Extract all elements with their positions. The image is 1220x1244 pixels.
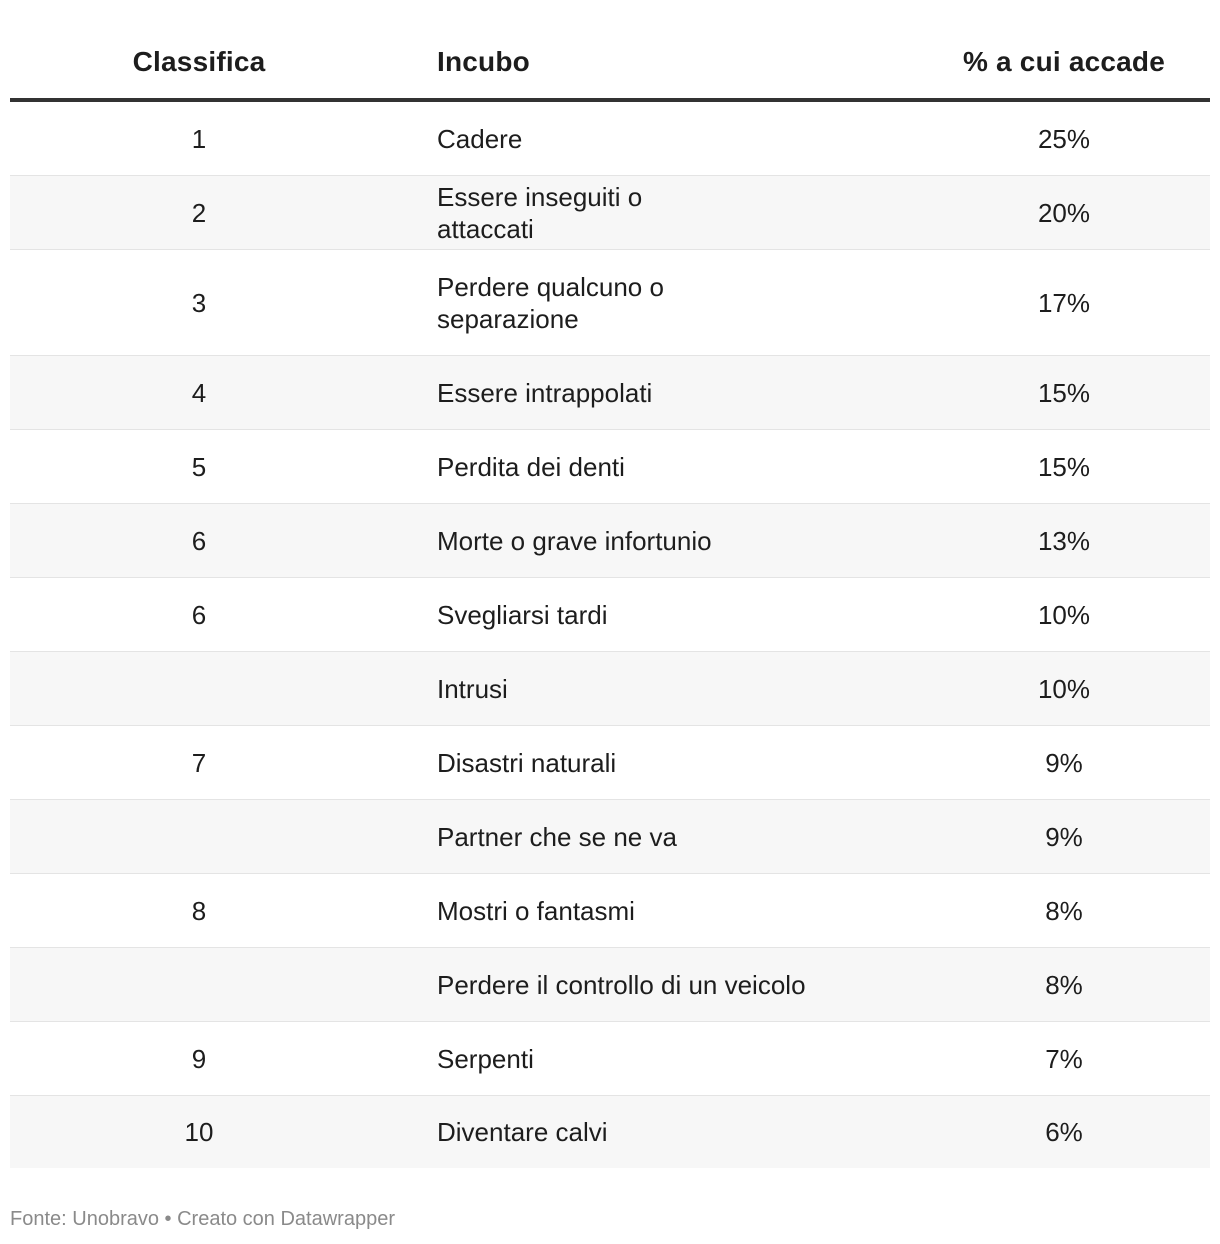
nightmare-label: Perdere qualcuno o separazione bbox=[437, 271, 664, 334]
table-row bbox=[10, 948, 1210, 1022]
nightmare-label: Diventare calvi bbox=[437, 1117, 608, 1147]
nightmare-label: Essere intrappolati bbox=[437, 377, 653, 408]
percentage-cell: 20% bbox=[878, 176, 1210, 250]
nightmare-cell bbox=[388, 874, 878, 948]
table-row bbox=[10, 726, 1210, 800]
table-row bbox=[10, 356, 1210, 430]
percentage-cell: 15% bbox=[878, 430, 1210, 504]
table-row bbox=[10, 100, 1210, 176]
percentage-cell: 9% bbox=[878, 800, 1210, 874]
nightmares-table bbox=[10, 26, 1210, 1168]
rank-cell: 5 bbox=[10, 430, 388, 504]
nightmare-cell bbox=[388, 578, 878, 652]
percentage-cell: 9% bbox=[878, 726, 1210, 800]
rank-cell: 4 bbox=[10, 356, 388, 430]
nightmare-cell bbox=[388, 430, 878, 504]
nightmare-label: Intrusi bbox=[437, 673, 508, 704]
nightmare-cell bbox=[388, 356, 878, 430]
percentage-cell: 10% bbox=[878, 578, 1210, 652]
rank-cell bbox=[10, 948, 388, 1022]
rank-cell: 6 bbox=[10, 578, 388, 652]
nightmare-label: Essere inseguiti o attaccati bbox=[437, 181, 643, 244]
rank-cell: 1 bbox=[10, 100, 388, 176]
table-row bbox=[10, 176, 1210, 250]
percentage-cell: 8% bbox=[878, 874, 1210, 948]
table-row bbox=[10, 1096, 1210, 1169]
nightmare-cell bbox=[388, 176, 878, 250]
nightmare-label: Serpenti bbox=[437, 1043, 534, 1074]
percentage-cell: 17% bbox=[878, 250, 1210, 356]
nightmare-label: Morte o grave infortunio bbox=[437, 525, 712, 556]
table-row bbox=[10, 504, 1210, 578]
source-footer: Fonte: Unobravo • Creato con Datawrapper bbox=[10, 1208, 395, 1230]
rank-cell: 7 bbox=[10, 726, 388, 800]
rank-cell: 2 bbox=[10, 176, 388, 250]
percentage-cell: 13% bbox=[878, 504, 1210, 578]
table-row bbox=[10, 578, 1210, 652]
table-row bbox=[10, 652, 1210, 726]
nightmares-table-container bbox=[10, 26, 1210, 1168]
rank-cell: 10 bbox=[10, 1096, 388, 1169]
table-header bbox=[10, 26, 1210, 100]
nightmare-label: Perdere il controllo di un veicolo bbox=[437, 969, 806, 1000]
column-header-rank[interactable]: Classifica bbox=[10, 26, 388, 100]
nightmare-label: Perdita dei denti bbox=[437, 451, 625, 482]
percentage-cell: 8% bbox=[878, 948, 1210, 1022]
nightmare-cell bbox=[388, 1022, 878, 1096]
percentage-cell: 7% bbox=[878, 1022, 1210, 1096]
nightmare-cell bbox=[388, 100, 878, 176]
rank-cell bbox=[10, 652, 388, 726]
nightmare-cell bbox=[388, 726, 878, 800]
nightmare-cell bbox=[388, 504, 878, 578]
table-row bbox=[10, 250, 1210, 356]
rank-cell bbox=[10, 800, 388, 874]
table-row bbox=[10, 874, 1210, 948]
nightmare-label: Mostri o fantasmi bbox=[437, 895, 635, 926]
nightmare-label: Svegliarsi tardi bbox=[437, 599, 608, 630]
table-row bbox=[10, 430, 1210, 504]
table-row bbox=[10, 1022, 1210, 1096]
table-body bbox=[10, 100, 1210, 1168]
nightmare-cell bbox=[388, 250, 878, 356]
nightmare-cell bbox=[388, 652, 878, 726]
rank-cell: 3 bbox=[10, 250, 388, 356]
nightmare-cell bbox=[388, 948, 878, 1022]
column-header-percentage[interactable]: % a cui accade bbox=[878, 26, 1210, 100]
percentage-cell: 6% bbox=[878, 1096, 1210, 1169]
nightmare-label: Partner che se ne va bbox=[437, 821, 677, 852]
nightmare-cell bbox=[388, 1096, 878, 1169]
rank-cell: 9 bbox=[10, 1022, 388, 1096]
percentage-cell: 10% bbox=[878, 652, 1210, 726]
table-row bbox=[10, 800, 1210, 874]
rank-cell: 6 bbox=[10, 504, 388, 578]
percentage-cell: 15% bbox=[878, 356, 1210, 430]
column-header-nightmare[interactable]: Incubo bbox=[388, 26, 878, 100]
header-row bbox=[10, 26, 1210, 100]
nightmare-cell bbox=[388, 800, 878, 874]
nightmare-label: Disastri naturali bbox=[437, 747, 617, 778]
nightmare-label: Cadere bbox=[437, 123, 523, 154]
rank-cell: 8 bbox=[10, 874, 388, 948]
percentage-cell: 25% bbox=[878, 100, 1210, 176]
